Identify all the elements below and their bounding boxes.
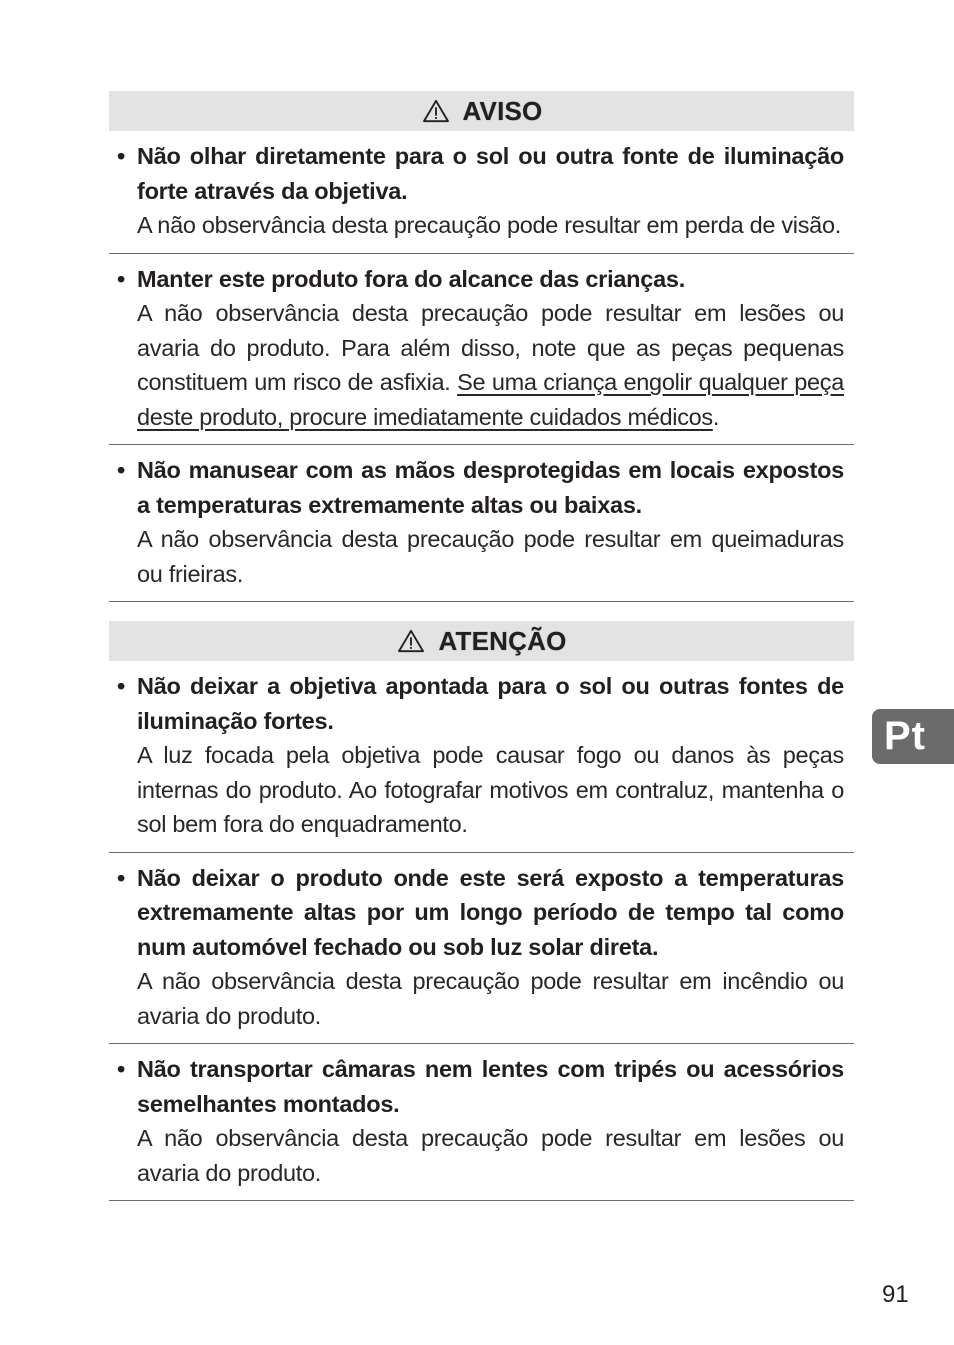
page-content — [109, 91, 854, 1201]
item-body — [137, 296, 844, 434]
caution-list — [109, 661, 854, 1201]
list-item — [109, 853, 854, 1045]
bullet-icon: • — [117, 864, 126, 891]
section-title: AVISO — [462, 95, 543, 126]
item-heading: Não transportar câmaras nem lentes com tripés ou acessórios semelhantes montados. — [137, 1056, 844, 1117]
item-body: A não observância desta precaução pode resultar em queimaduras ou frieiras. — [137, 526, 844, 587]
page-number: 91 — [882, 1281, 909, 1308]
item-body-underlined: Se uma criança engolir qualquer peça deste produto, procure imediatamente cuidados médicos — [137, 369, 844, 430]
list-item — [109, 445, 854, 602]
item-heading: Não olhar diretamente para o sol ou outra fonte de iluminação forte através da objetiva. — [137, 143, 844, 204]
item-body: A não observância desta precaução pode resultar em incêndio ou avaria do produto. — [137, 968, 844, 1029]
item-heading: Manter este produto fora do alcance das crianças. — [137, 265, 686, 292]
list-item — [109, 254, 854, 446]
item-body: A luz focada pela objetiva pode causar fogo ou danos às peças internas do produto. Ao fotografar motivos em contraluz, mantenha o sol bem fora do enquadramento. — [137, 742, 844, 837]
item-body-text: A não observância desta precaução pode resultar em lesões ou avaria do produto. Para além disso, note que as peças pequenas constituem um risco de asfixia. — [137, 300, 844, 395]
list-item — [109, 131, 854, 254]
bullet-icon: • — [117, 1056, 126, 1082]
section-title: ATENÇÃO — [438, 625, 567, 656]
language-tab — [872, 709, 954, 764]
bullet-icon: • — [117, 457, 126, 483]
item-heading: Não manusear com as mãos desprotegidas em locais expostos a temperaturas extremamente altas ou baixas. — [137, 457, 844, 518]
item-heading: Não deixar o produto onde este será exposto a temperaturas extremamente altas por um longo período de tempo tal como num automóvel fechado ou sob luz solar direta. — [137, 864, 844, 960]
item-body: A não observância desta precaução pode resultar em perda de visão. — [137, 212, 841, 238]
item-heading: Não deixar a objetiva apontada para o sol ou outras fontes de iluminação fortes. — [137, 673, 844, 734]
section-header-atencao — [109, 621, 854, 661]
list-item — [109, 661, 854, 853]
item-body-end: . — [712, 403, 720, 430]
section-header-aviso — [109, 91, 854, 131]
bullet-icon: • — [117, 673, 126, 699]
bullet-icon: • — [117, 143, 126, 169]
language-tab-label: Pt — [884, 714, 926, 758]
warning-triangle-icon — [421, 99, 451, 123]
bullet-icon: • — [117, 265, 126, 292]
warning-list — [109, 131, 854, 602]
item-body: A não observância desta precaução pode resultar em lesões ou avaria do produto. — [137, 1125, 844, 1186]
list-item — [109, 1044, 854, 1201]
section-spacer — [109, 602, 854, 621]
warning-triangle-icon — [396, 629, 426, 653]
